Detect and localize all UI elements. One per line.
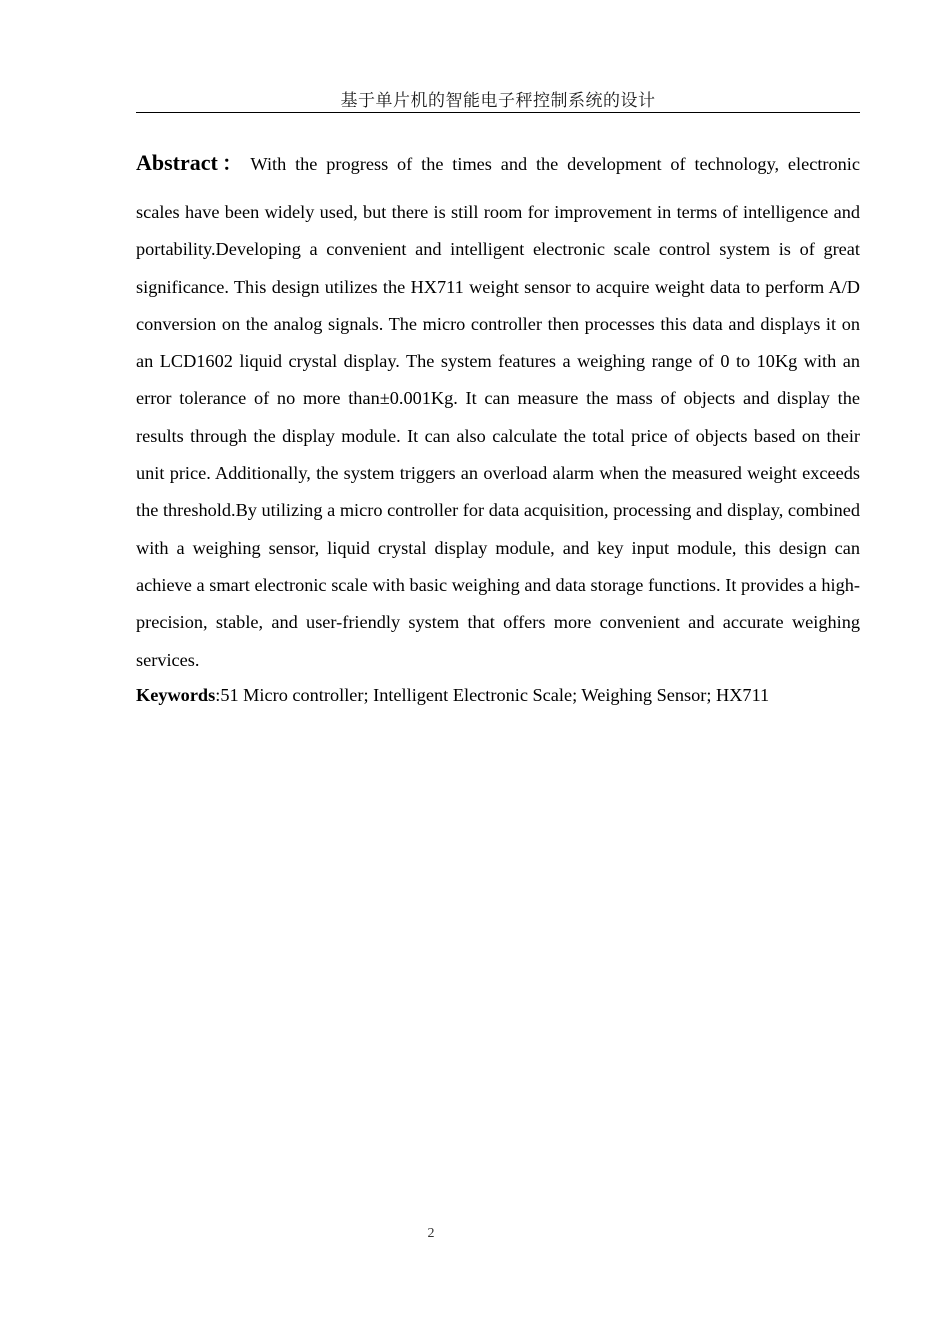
abstract-colon: ： — [217, 153, 247, 175]
keywords-label: Keywords — [136, 685, 216, 705]
keywords-text: 51 Micro controller; Intelligent Electronic Scale; Weighing Sensor; HX711 — [220, 685, 770, 705]
keywords-separator: : — [215, 685, 221, 705]
running-header — [136, 90, 860, 113]
abstract-first-line — [136, 146, 860, 181]
page-number: 2 — [427, 1226, 435, 1241]
abstract-body: scales have been widely used, but there is still room for improvement in terms of intelligence and portability.Developing a convenient and intelligent electronic scale control system is of great significance. This design utilizes the HX711 weight sensor to acquire weight data to perform A/D conversion on the analog signals. The micro controller then processes this data and displays it on an LCD1602 liquid crystal display. The system features a weighing range of 0 to 10Kg with an error tolerance of no more than±0.001Kg. It can measure the mass of objects and display the results through the display module. It can also calculate the total price of objects based on their unit price. Additionally, the system triggers an overload alarm when the measured weight exceeds the threshold.By utilizing a micro controller for data acquisition, processing and display, combined with a weighing sensor, liquid crystal display module, and key input module, this design can achieve a smart electronic scale with basic weighing and data storage functions. It provides a high-precision, stable, and user-friendly system that offers more convenient and accurate weighing services. — [136, 202, 860, 670]
running-header-title: 基于单片机的智能电子秤控制系统的设计 — [340, 91, 656, 111]
abstract-section — [136, 146, 860, 679]
keywords-line — [136, 680, 860, 710]
abstract-label: Abstract — [136, 150, 218, 175]
abstract-first-line-text: With the progress of the times and the development of technology, electronic — [250, 154, 860, 174]
